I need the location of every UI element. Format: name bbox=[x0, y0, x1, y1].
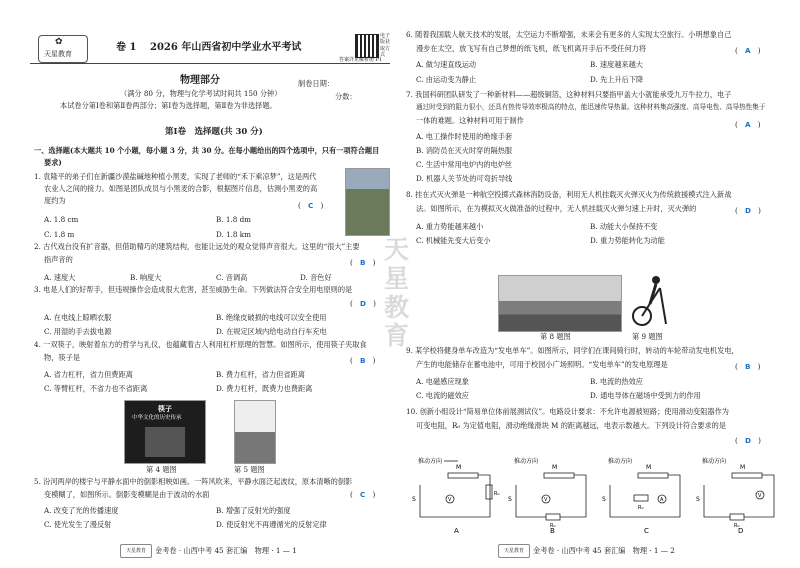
right-page bbox=[400, 0, 800, 568]
q6-line-1: 6. 随着我国载人航天技术的发展，太空运力不断增强，未来会有更多的人实现太空旅行。小明想象自己 bbox=[406, 30, 732, 39]
footer-left: 金考卷 · 山西中考 45 套汇编 物理 · 1 — 1 bbox=[155, 546, 297, 555]
q10-line-1: 10. 创新小组设计“简易单位体前展测试仪”。电路设计要求：不允许电源被短路；使用滑动变阻器作为 bbox=[406, 407, 729, 416]
svg-text:V: V bbox=[758, 493, 762, 499]
svg-text:推动方向: 推动方向 bbox=[514, 458, 539, 465]
q4-line-2: 物，筷子是 bbox=[44, 353, 80, 362]
q7-line-1: 7. 我国科研团队研发了一种新材料——超级铜箔，这种材料只要指甲盖大小就能承受九万牛拉力，电子 bbox=[406, 90, 732, 99]
q3-opt-d: D. 在规定区域内给电动自行车充电 bbox=[216, 327, 327, 336]
q7-line-2: 通过时受到的阻力很小，还具有热传导效率极高的特点，能迅速传导热量。这种材料集高强度、高导电性、高导热性集于 bbox=[416, 103, 766, 111]
svg-text:M: M bbox=[740, 464, 746, 471]
q9-opt-c: C. 电流的磁效应 bbox=[416, 391, 469, 400]
footer-badge-right: 天星教育 bbox=[498, 544, 530, 558]
fig9-caption: 第 9 题图 bbox=[632, 332, 663, 341]
code-label: 制卷日期： bbox=[298, 79, 334, 88]
q5-photo bbox=[234, 400, 276, 464]
subject-title: 物理部分 bbox=[180, 75, 220, 86]
q4-book-cover: 筷子 中华文化的历史传承 bbox=[124, 400, 206, 464]
svg-text:S: S bbox=[508, 496, 512, 503]
qr-code-icon bbox=[355, 34, 379, 58]
svg-text:推动方向: 推动方向 bbox=[608, 458, 633, 465]
q2-answer: ( B ) bbox=[350, 258, 376, 267]
time-info: （满分 80 分，物理与化学考试时间共 150 分钟） bbox=[120, 89, 282, 98]
svg-text:A: A bbox=[454, 527, 459, 535]
q5-answer: ( C ) bbox=[350, 490, 376, 499]
q9-line-1: 9. 某学校将健身单车改造为“发电单车”。如图所示，同学们在课间骑行时，转动的车轮带动发电机发电， bbox=[406, 346, 739, 355]
footer-badge: 天星教育 bbox=[120, 544, 152, 558]
circuit-d bbox=[694, 455, 786, 535]
part1-title: 第Ⅰ卷 选择题(共 30 分) bbox=[165, 127, 263, 137]
q1-opt-a: A. 1.8 cm bbox=[44, 215, 79, 224]
fig8-caption: 第 8 题图 bbox=[540, 332, 571, 341]
q7-opt-a: A. 电工操作时使用的绝缘手套 bbox=[416, 132, 513, 141]
q6-line-2: 漫步在太空，放飞写有自己梦想的纸飞机，纸飞机离开手后不受任何力将 bbox=[416, 44, 647, 53]
q5-opt-d: D. 使反射光不再遵循光的反射定律 bbox=[216, 520, 327, 529]
q8-line-1: 8. 挂在式灭火弹是一种航空投掷式森林消防设备，利用无人机挂载灭火弹灭火为传统救援模式注入新战 bbox=[406, 190, 732, 199]
fig5-caption: 第 5 题图 bbox=[234, 465, 265, 474]
q7-opt-c: C. 生活中常用电炉内的电炉丝 bbox=[416, 160, 513, 169]
q2-opt-b: B. 响度大 bbox=[130, 273, 162, 282]
section-title: 一、选择题(本大题共 10 个小题，每小题 3 分，共 30 分。在每小题给出的四个选项中，只有一项符合题目 bbox=[34, 146, 380, 155]
q3-line-1: 3. 电是人们的好帮手，但违规操作会造成很大危害，甚至威胁生命。下列做法符合安全用电原则的是 bbox=[34, 285, 353, 294]
svg-text:C: C bbox=[644, 527, 649, 535]
svg-text:B: B bbox=[550, 527, 555, 535]
q5-line-1: 5. 汾河两岸的楼宇与平静水面中的倒影相映如画。一阵风吹来，平静水面泛起波纹，原本清晰的倒影 bbox=[34, 477, 353, 486]
q8-opt-c: C. 机械能先变大后变小 bbox=[416, 236, 491, 245]
q8-opt-a: A. 重力势能越来越小 bbox=[416, 222, 484, 231]
q3-opt-c: C. 用湿的手去拔电源 bbox=[44, 327, 112, 336]
q5-line-2: 变模糊了，如图所示。倒影变模糊是由于波动的水面 bbox=[44, 490, 210, 499]
qr-label: 电子版获取方式 bbox=[380, 33, 391, 58]
q9-answer: ( B ) bbox=[735, 362, 761, 371]
watermark-text: 天星教育 bbox=[384, 235, 410, 351]
section-title-2: 要求) bbox=[44, 158, 62, 167]
q4-opt-a: A. 省力杠杆，省力但费距离 bbox=[44, 370, 133, 379]
svg-text:D: D bbox=[738, 527, 744, 535]
svg-text:S: S bbox=[696, 496, 700, 503]
q2-opt-a: A. 速度大 bbox=[44, 273, 76, 282]
logo-text: 天星教育 bbox=[44, 50, 72, 58]
svg-text:R₀: R₀ bbox=[638, 505, 644, 511]
intro-text: 本试卷分第Ⅰ卷和第Ⅱ卷两部分；第Ⅰ卷为选择题，第Ⅱ卷为非选择题。 bbox=[60, 101, 277, 110]
score-label: 分数： bbox=[335, 92, 357, 101]
circuit-b bbox=[506, 455, 598, 535]
q5-opt-c: C. 使光发生了漫反射 bbox=[44, 520, 112, 529]
svg-text:M: M bbox=[456, 464, 462, 471]
q10-answer: ( D ) bbox=[735, 436, 761, 445]
publisher-logo bbox=[38, 35, 88, 63]
q8-photo bbox=[498, 275, 622, 332]
q8-opt-b: B. 动能大小保持不变 bbox=[590, 222, 658, 231]
q5-opt-b: B. 增强了反射光的强度 bbox=[216, 506, 291, 515]
svg-text:V: V bbox=[448, 497, 452, 503]
q9-opt-d: D. 通电导体在磁场中受到力的作用 bbox=[590, 391, 701, 400]
q6-opt-d: D. 先上升后下降 bbox=[590, 75, 644, 84]
q4-opt-b: B. 费力杠杆，省力但省距离 bbox=[216, 370, 305, 379]
q4-opt-d: D. 费力杠杆，既费力也费距离 bbox=[216, 384, 313, 393]
q1-opt-c: C. 1.8 m bbox=[44, 230, 75, 239]
circuit-a bbox=[410, 455, 502, 535]
svg-text:S: S bbox=[602, 496, 606, 503]
q6-opt-c: C. 由运动变为静止 bbox=[416, 75, 477, 84]
q1-line-2: 农业人之间的接力。如图是团队成员与小黑麦的合影，根据图片信息，估测小黑麦的高 bbox=[44, 184, 318, 193]
q8-answer: ( D ) bbox=[735, 206, 761, 215]
q8-line-2: 法。如图所示，在为模拟灭火做准备的过程中，无人机挂载灭火弹匀速上升时，灭火弹的 bbox=[416, 204, 697, 213]
q2-line-1: 2. 古代戏台没有扩音器，但借助精巧的建筑结构，也能让远处的观众觉得声音很大。这里的“很大”主要 bbox=[34, 242, 360, 251]
q2-line-2: 指声音的 bbox=[44, 255, 73, 264]
svg-text:R₀: R₀ bbox=[550, 523, 556, 529]
logo-flower-icon: ✿ bbox=[55, 37, 63, 47]
svg-text:R₀: R₀ bbox=[494, 491, 500, 497]
q1-opt-b: B. 1.8 dm bbox=[216, 215, 251, 224]
exam-title: 2026 年山西省初中学业水平考试 bbox=[150, 42, 302, 53]
q9-opt-a: A. 电磁感应现象 bbox=[416, 377, 469, 386]
svg-text:M: M bbox=[646, 464, 652, 471]
qr-sub: 答案详见解析册 P1 bbox=[339, 57, 383, 63]
q4-answer: ( B ) bbox=[350, 356, 376, 365]
q7-line-3: 一体的难题。这种材料可用于制作 bbox=[416, 116, 524, 125]
q1-line-1: 1. 袁隆平的弟子们在新疆沙漠盐碱地种植小黑麦，实现了老师的“禾下乘凉梦”，这是两代 bbox=[34, 172, 317, 181]
circuit-c bbox=[600, 455, 692, 535]
q8-opt-d: D. 重力势能转化为动能 bbox=[590, 236, 665, 245]
svg-text:M: M bbox=[552, 464, 558, 471]
q4-line-1: 4. 一双筷子，映射着东方的哲学与礼仪，也蕴藏着古人利用杠杆原理的智慧。如图所示，使用筷子夹取食 bbox=[34, 340, 367, 349]
svg-text:V: V bbox=[544, 497, 548, 503]
q7-opt-b: B. 消防员在灭火时穿的隔热服 bbox=[416, 146, 513, 155]
footer-right: 金考卷 · 山西中考 45 套汇编 物理 · 1 — 2 bbox=[533, 546, 675, 555]
svg-text:R₀: R₀ bbox=[734, 523, 740, 529]
q5-opt-a: A. 改变了光的传播速度 bbox=[44, 506, 119, 515]
svg-text:A: A bbox=[660, 497, 664, 503]
fig4-caption: 第 4 题图 bbox=[146, 465, 177, 474]
q9-bike-illustration bbox=[628, 270, 672, 330]
svg-text:S: S bbox=[412, 496, 416, 503]
svg-text:推动方向: 推动方向 bbox=[702, 458, 727, 465]
q6-opt-a: A. 做匀速直线运动 bbox=[416, 60, 477, 69]
q7-opt-d: D. 机器人关节处的可弯折导线 bbox=[416, 174, 513, 183]
q7-answer: ( A ) bbox=[735, 120, 761, 129]
q10-line-2: 可变电阻，R₀ 为定值电阻，滑动绝缘滑块 M 的距离越远，电表示数越大。下列设计符合要求的是 bbox=[416, 421, 727, 430]
q2-opt-c: C. 音调高 bbox=[216, 273, 248, 282]
q6-answer: ( A ) bbox=[735, 46, 761, 55]
q1-photo bbox=[345, 168, 390, 236]
svg-text:推动方向: 推动方向 bbox=[418, 458, 443, 465]
q3-opt-b: B. 绝缘皮破损的电线可以安全使用 bbox=[216, 313, 327, 322]
q2-opt-d: D. 音色好 bbox=[300, 273, 332, 282]
q4-opt-c: C. 等臂杠杆，不省力也不省距离 bbox=[44, 384, 148, 393]
q9-opt-b: B. 电流的热效应 bbox=[590, 377, 643, 386]
q1-line-3: 度约为 bbox=[44, 196, 66, 205]
q1-answer: ( C ) bbox=[298, 201, 324, 210]
exam-tag: 卷 1 bbox=[116, 42, 137, 53]
q6-opt-b: B. 速度越来越大 bbox=[590, 60, 643, 69]
q3-answer: ( D ) bbox=[350, 299, 376, 308]
q1-opt-d: D. 1.8 km bbox=[216, 230, 251, 239]
q3-opt-a: A. 在电线上晾晒衣服 bbox=[44, 313, 112, 322]
q9-line-2: 产生的电能储存在蓄电池中，可用于校园小广场照明。“发电单车”的发电原理是 bbox=[416, 360, 668, 369]
